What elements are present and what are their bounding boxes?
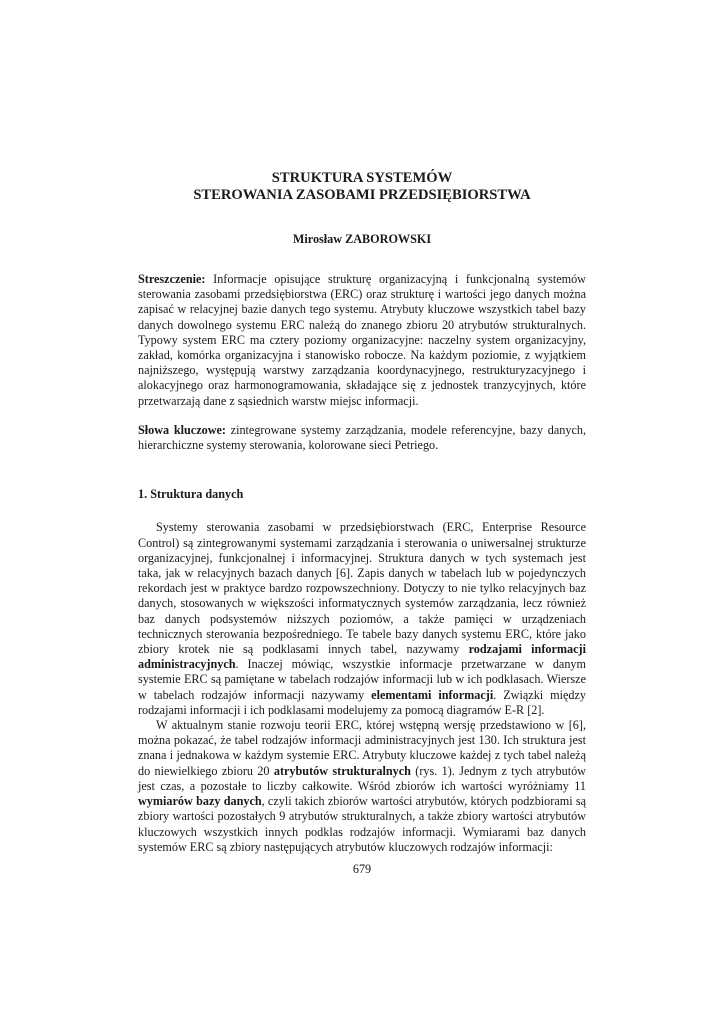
paragraph-2-text-d: , czyli takich zbiorów wartości atrybutów, których podzbiorami są zbiory wartości pozostałych 9 atrybutów strukturalnych, a także zbiory wartości atrybutów kluczowych wszystkich innych podklas rodzajów informacji. Wymiarami baz danych systemów ERC są zbiory następujących atrybutów kluczowych rodzajów informacji: — [138, 794, 587, 854]
page-number: 679 — [352, 862, 372, 876]
paragraph-2 — [138, 718, 586, 855]
paragraph-1-text-d: . Związki między rodzajami informacji i ich podklasami modelujemy za pomocą diagramów E-R [2]. — [138, 687, 587, 717]
section-heading: 1. Struktura danych — [138, 487, 244, 502]
paragraph-2-text-a: W aktualnym stanie rozwoju teorii ERC, której wstępną wersję przedstawiono w [6], można pokazać, że tabel rodzajów informacji administracyjnych jest 130. Ich struktura jest znana i jednakowa w każdym systemie ERC. Atrybuty kluczowe każdej z tych tabel należą do niewielkiego zbioru 20 — [138, 718, 586, 778]
paragraph-2-term-2: wymiarów bazy danych — [138, 794, 262, 809]
paragraph-1-term-2: elementami informacji — [371, 687, 494, 702]
paper-title — [138, 170, 586, 204]
paragraph-1-term-1: rodzajami informacji administracyjnych — [138, 642, 586, 672]
title-line-1: STRUKTURA SYSTEMÓW — [271, 170, 453, 186]
abstract-label: Streszczenie: — [138, 272, 206, 286]
keywords-label: Słowa kluczowe: — [138, 422, 226, 437]
title-line-2: STEROWANIA ZASOBAMI PRZEDSIĘBIORSTWA — [193, 187, 531, 203]
keywords-text: zintegrowane systemy zarządzania, modele referencyjne, bazy danych, hierarchiczne systemy sterowania, kolorowane sieci Petriego. — [138, 422, 586, 453]
paragraph-2-term-1: atrybutów strukturalnych — [273, 763, 411, 778]
paragraph-1-text-a: Systemy sterowania zasobami w przedsiębiorstwach (ERC, Enterprise Resource Control) są zintegrowanymi systemami zarządzania i sterowania o uniwersalnej strukturze organizacyjnej, funkcjonalnej i informacyjnej. Struktura danych w tych systemach jest taka, jak w relacyjnych bazach danych [6]. Zapis danych w tabelach lub w pojedynczych rekordach jest w praktyce bardzo rozpowszechniony. Dotyczy to nie tylko relacyjnych baz danych, stosowanych w większości informatycznych systemów zarządzania, lecz również baz danych podsystemów niższych poziomów, a także pamięci w urządzeniach technicznych sterowania bezpośredniego. Te tabele bazy danych systemu ERC, które jako zbiory krotek nie są podklasami innych tabel, nazywamy — [138, 520, 586, 657]
keywords — [138, 423, 586, 453]
abstract-text: Informacje opisujące strukturę organizacyjną i funkcjonalną systemów sterowania zasobami przedsiębiorstwa (ERC) oraz strukturę i wartości jego danych można zapisać w relacyjnej bazie danych tego systemu. Atrybuty kluczowe wszystkich tabel bazy danych dowolnego systemu ERC należą do znanego zbioru 20 atrybutów strukturalnych. Typowy system ERC ma cztery poziomy organizacyjne: naczelny system organizacyjny, zakład, komórka organizacyjna i stanowisko robocze. Na każdym poziomie, z wyjątkiem najniższego, występują warstwy zarządzania koordynacyjnego, restrukturyzacyjnego i alokacyjnego oraz harmonogramowania, składające się z jednostek tranzycyjnych, które przetwarzają dane z sąsiednich warstw miejsc informacji. — [138, 272, 586, 408]
author-name: Mirosław ZABOROWSKI — [292, 232, 432, 246]
paper-page — [138, 170, 586, 855]
paragraph-1-text-c: . Inaczej mówiąc, wszystkie informacje przetwarzane w danym systemie ERC są pamiętane w tabelach rodzajów informacji lub w ich podklasach. Wiersze w tabelach rodzajów informacji nazywamy — [138, 657, 586, 702]
abstract — [138, 272, 586, 409]
paragraph-1 — [138, 520, 586, 718]
paragraph-2-text-c: (rys. 1). Jednym z tych atrybutów jest czas, a pozostałe to liczby całkowite. Wśród zbiorów ich wartości wyróżniamy 11 — [138, 763, 586, 793]
